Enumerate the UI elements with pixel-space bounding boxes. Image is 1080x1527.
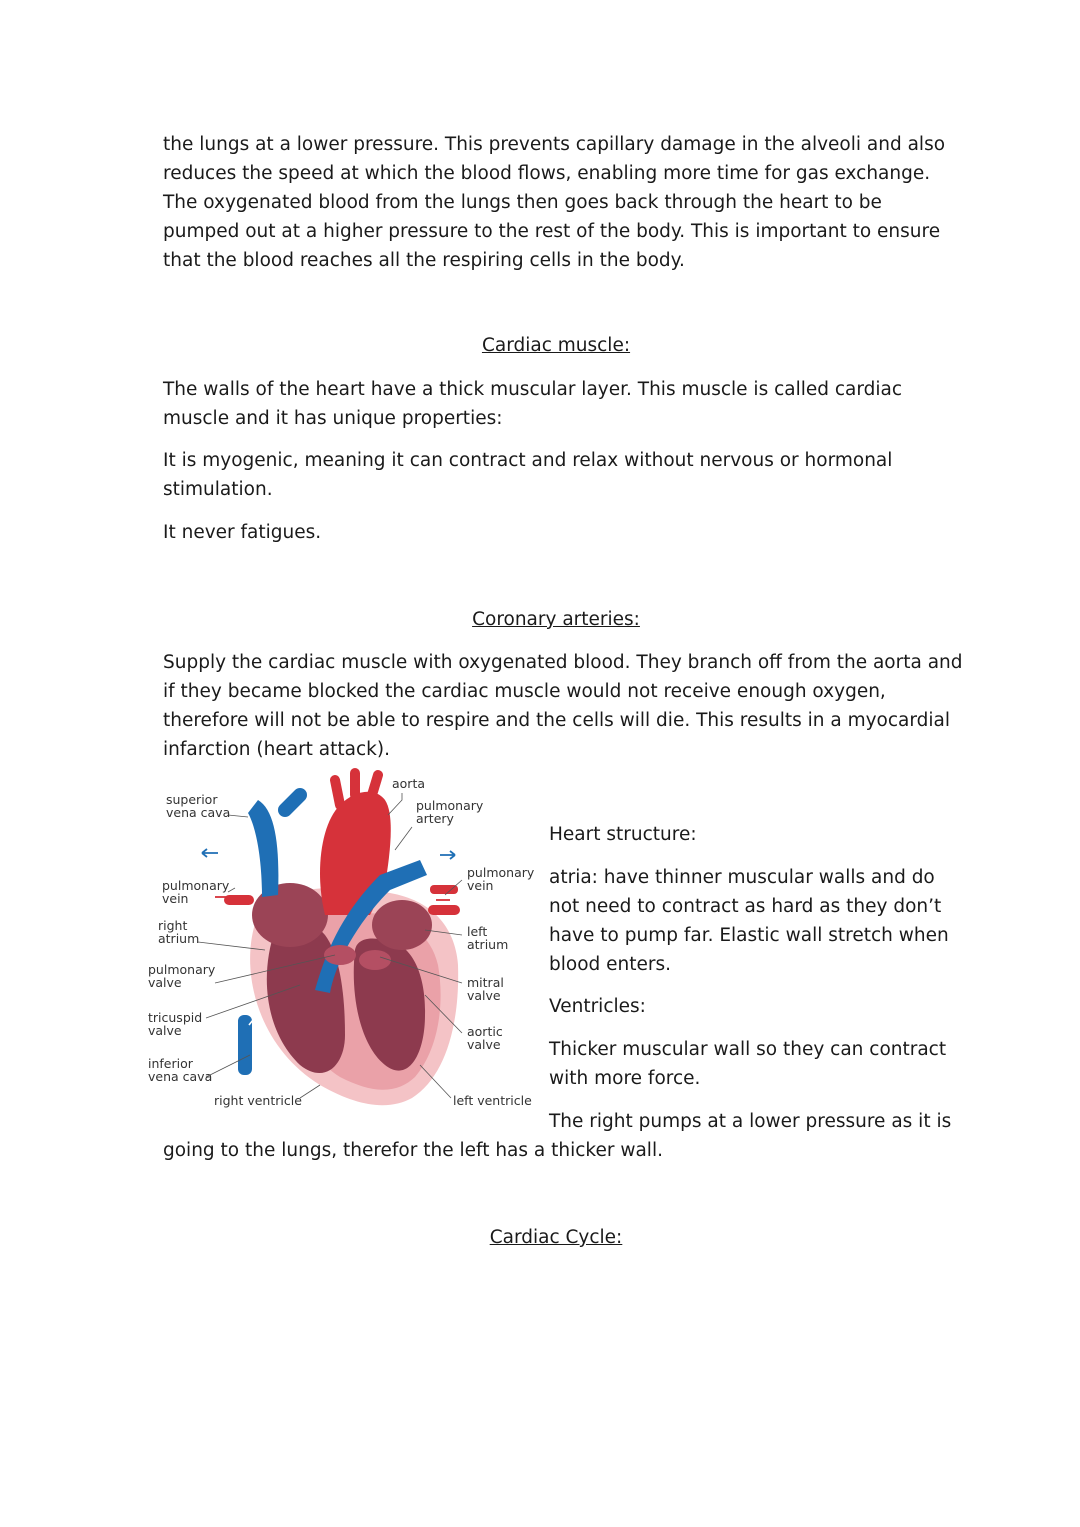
label-tricuspid-valve: tricuspid bbox=[148, 1010, 203, 1025]
flow-arrow bbox=[440, 851, 455, 859]
leader-line bbox=[388, 793, 402, 815]
label-right-atrium: right bbox=[158, 918, 188, 933]
label-inferior-vena-cava: inferior bbox=[148, 1056, 193, 1071]
label-pulmonary-artery: artery bbox=[416, 811, 454, 826]
label-right-atrium: atrium bbox=[158, 931, 200, 946]
atria-paragraph: atria: have thinner muscular walls and do not need to contract as hard as they don’t have to pump far. Elastic wall stretch when blood enters. bbox=[549, 867, 949, 975]
superior-vena-cava-vessel bbox=[248, 800, 278, 897]
label-tricuspid-valve: valve bbox=[148, 1023, 182, 1038]
label-pulmonary-vein-right: vein bbox=[467, 878, 494, 893]
pulmonary-vein-right-vessel-2 bbox=[430, 885, 458, 894]
label-pulmonary-vein-left: pulmonary bbox=[162, 878, 230, 893]
label-left-atrium: atrium bbox=[467, 937, 509, 952]
flow-arrow bbox=[202, 849, 218, 857]
valve-shape bbox=[359, 950, 391, 970]
heart-structure-heading: Heart structure: bbox=[549, 824, 697, 845]
cardiac-muscle-heading: Cardiac muscle: bbox=[481, 335, 631, 356]
right-pumps-line-2: going to the lungs, therefor the left has a thicker wall. bbox=[163, 1140, 663, 1161]
superior-vena-cava-branch bbox=[285, 795, 300, 810]
intro-paragraph: the lungs at a lower pressure. This prevents capillary damage in the alveoli and also reduces the speed at which the blood flows, enabling more time for gas exchange. The oxygenated blood from the lungs then goes back through the heart to be pumped out at a higher pressure to the rest of the body. This is important to ensure that the blood reaches all the respiring cells in the body. bbox=[163, 134, 946, 271]
coronary-arteries-paragraph: Supply the cardiac muscle with oxygenated blood. They branch off from the aorta and if they became blocked the cardiac muscle would not receive enough oxygen, therefore will not be able to respire and the cells will die. This results in a myocardial infarction (heart attack). bbox=[163, 652, 963, 760]
label-left-atrium: left bbox=[467, 924, 488, 939]
label-superior-vena-cava: vena cava bbox=[166, 805, 231, 820]
right-pumps-line-1: The right pumps at a lower pressure as it is bbox=[549, 1111, 952, 1132]
label-right-ventricle: right ventricle bbox=[214, 1093, 302, 1108]
left-atrium-chamber bbox=[372, 900, 432, 950]
label-pulmonary-artery: pulmonary bbox=[416, 798, 484, 813]
leader-line bbox=[228, 815, 248, 817]
ventricles-paragraph: Thicker muscular wall so they can contract with more force. bbox=[549, 1039, 947, 1089]
label-pulmonary-valve: valve bbox=[148, 975, 182, 990]
label-pulmonary-valve: pulmonary bbox=[148, 962, 216, 977]
pulmonary-vein-right-vessel bbox=[428, 905, 460, 915]
heart-diagram bbox=[140, 765, 545, 1115]
cardiac-cycle-heading: Cardiac Cycle: bbox=[489, 1227, 623, 1248]
label-mitral-valve: valve bbox=[467, 988, 501, 1003]
cardiac-muscle-paragraph-1: The walls of the heart have a thick muscular layer. This muscle is called cardiac muscle and it has unique properties: bbox=[163, 379, 903, 429]
leader-line bbox=[300, 1085, 320, 1098]
cardiac-muscle-paragraph-3: It never fatigues. bbox=[163, 522, 322, 543]
label-pulmonary-vein-right: pulmonary bbox=[467, 865, 535, 880]
label-pulmonary-vein-left: vein bbox=[162, 891, 189, 906]
label-aortic-valve: valve bbox=[467, 1037, 501, 1052]
label-inferior-vena-cava: vena cava bbox=[148, 1069, 213, 1084]
valve-shape bbox=[324, 945, 356, 965]
label-aorta: aorta bbox=[392, 776, 426, 791]
coronary-arteries-heading: Coronary arteries: bbox=[472, 609, 640, 630]
cardiac-muscle-paragraph-2: It is myogenic, meaning it can contract and relax without nervous or hormonal stimulation. bbox=[163, 450, 893, 500]
label-superior-vena-cava: superior bbox=[166, 792, 218, 807]
ventricles-heading: Ventricles: bbox=[549, 996, 646, 1017]
label-left-ventricle: left ventricle bbox=[453, 1093, 532, 1108]
label-aortic-valve: aortic bbox=[467, 1024, 503, 1039]
leader-line bbox=[395, 827, 412, 850]
label-mitral-valve: mitral bbox=[467, 975, 504, 990]
